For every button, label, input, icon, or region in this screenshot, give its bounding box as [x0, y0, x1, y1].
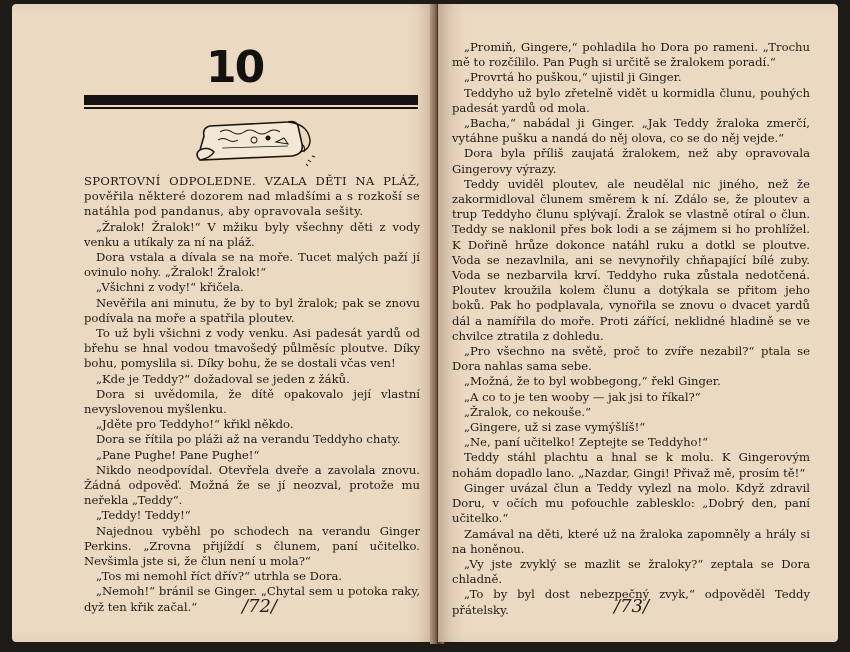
paragraph: „Žralok! Žralok!“ V mžiku byly všechny děti z vody venku a utíkaly za ní na pláž.: [84, 219, 420, 249]
paragraph: „Promiň, Gingere,“ pohladila ho Dora po rameni. „Trochu mě to rozčílilo. Pan Pugh si určitě se žralokem poradí.“: [452, 40, 810, 70]
paragraph: Dora vstala a dívala se na moře. Tucet malých paží jí ovinulo nohy. „Žralok! Žralok!“: [84, 250, 420, 280]
paragraph: „Žralok, co nekouše.“: [464, 404, 591, 419]
paragraph: „Nemoh!“ bránil se Ginger. „Chytal sem u potoka raky, dyž ten křik začal.“: [84, 584, 420, 614]
paragraph: Dora si uvědomila, že dítě opakovalo její vlastní nevyslovenou myšlenku.: [84, 386, 420, 417]
paragraph: „Možná, že to byl wobbegong,“ řekl Ginger.: [464, 374, 721, 389]
paragraph: „Ne, paní učitelko! Zeptejte se Teddyho!“: [464, 435, 709, 450]
paragraph: Teddy stáhl plachtu a hnal se k molu. K Gingerovým nohám dopadlo lano. „Nazdar, Gingi! Přivaž mě, prosím tě!“: [452, 450, 810, 480]
paragraph: „Teddy! Teddy!“: [96, 508, 191, 523]
page-number-left: /72/: [242, 596, 278, 617]
open-book: [6, 4, 844, 648]
paragraph: „Provrtá ho puškou,“ ujistil ji Ginger.: [464, 70, 682, 85]
paragraph: Dora byla příliš zaujatá žralokem, než aby opravovala Gingerovy výrazy.: [452, 146, 810, 176]
paragraph: „Gingere, už si zase vymýšlíš!“: [464, 420, 646, 435]
paragraph: „Jděte pro Teddyho!“ křikl někdo.: [96, 417, 294, 432]
right-page-text: [452, 40, 810, 618]
map-scroll-illustration: [192, 116, 320, 168]
paragraph: „Pane Pughe! Pane Pughe!“: [96, 447, 260, 462]
paragraph: Nikdo neodpovídal. Otevřela dveře a zavolala znovu. Žádná odpověď. Možná že se jí neozval, protože mu neřekla „Teddy“.: [84, 462, 420, 508]
paragraph: „Tos mi nemohl říct dřív?“ utrhla se Dora.: [96, 569, 343, 584]
paragraph: Teddyho už bylo zřetelně vidět u kormidla člunu, pouhých padesát yardů od mola.: [452, 85, 810, 115]
right-page: [438, 4, 838, 642]
paragraph: Dora se řítila po pláži až na verandu Teddyho chaty.: [96, 432, 401, 447]
left-page-text: [84, 174, 420, 615]
chapter-rule: [84, 95, 418, 105]
paragraph: „Pro všechno na světě, proč to zvíře nezabil?“ ptala se Dora nahlas sama sebe.: [452, 344, 810, 374]
chapter-number: 10: [206, 42, 264, 93]
left-page: [12, 4, 436, 642]
paragraph: „Kde je Teddy?“ dožadoval se jeden z žáků.: [96, 371, 350, 386]
paragraph: „Bacha,“ nabádal ji Ginger. „Jak Teddy žraloka zmerčí, vytáhne pušku a nandá do něj olova, co se do něj vejde.“: [452, 116, 810, 146]
paragraph: Teddy uviděl ploutev, ale neudělal nic jiného, než že zakormidloval člunem směrem k ní. Zdálo se, že ploutev a trup Teddyho člunu splývají. Žralok se vlastně otíral o člun. Teddy se naklonil přes bok lodi a se zájmem si ho prohlížel. K Dořině hrůze dokonce natáhl ruku a dotkl se ploutve. Voda se nezavlnila, ani se nevynořily chňapající bílé zuby. Voda se nezbarvila krví. Teddyho ruka zůstala nedotčená. Ploutev kroužila kolem člunu a dotýkala se přitom jeho boků. Pak ho podplavala, vynořila se znovu o dvacet yardů dál a namířila do moře. Proti zářící, neklidné hladině se ve chvilce ztratila z dohledu.: [452, 176, 810, 343]
paragraph: Ginger uvázal člun a Teddy vylezl na molo. Když zdravil Doru, v očích mu pofouchle zablesklo: „Dobrý den, paní učitelko.“: [452, 480, 810, 526]
paragraph: Nevěřila ani minutu, že by to byl žralok; pak se znovu podívala na moře a spatřila ploutev.: [84, 295, 420, 325]
paragraph: To už byli všichni z vody venku. Asi padesát yardů od břehu se hnal vodou tmavošedý půlměsíc ploutve. Díky bohu, pomyslila si. Díky bohu, že se dostali včas ven!: [84, 326, 420, 371]
page-number-right: /73/: [614, 596, 650, 617]
paragraph: Zamával na děti, které už na žraloka zapomněly a hrály si na honěnou.: [452, 526, 810, 556]
paragraph: SPORTOVNÍ ODPOLEDNE. VZALA DĚTI NA PLÁŽ, pověřila některé dozorem nad mladšími a s rozkoší se natáhla pod pandanus, aby opravovala sešity.: [84, 174, 420, 219]
paragraph: „Vy jste zvyklý se mazlit se žraloky?“ zeptala se Dora chladně.: [452, 556, 810, 587]
paragraph: „Všichni z vody!“ křičela.: [96, 280, 244, 295]
paragraph: Najednou vyběhl po schodech na verandu Ginger Perkins. „Zrovna přijíždí s člunem, paní učitelko. Nevšimla jste si, že člun není u mola?“: [84, 523, 420, 569]
paragraph: „A co to je ten wooby — jak jsi to říkal?“: [464, 389, 701, 404]
paragraph: „To by byl dost nebezpečný zvyk,“ odpověděl Teddy přátelsky.: [452, 587, 810, 617]
